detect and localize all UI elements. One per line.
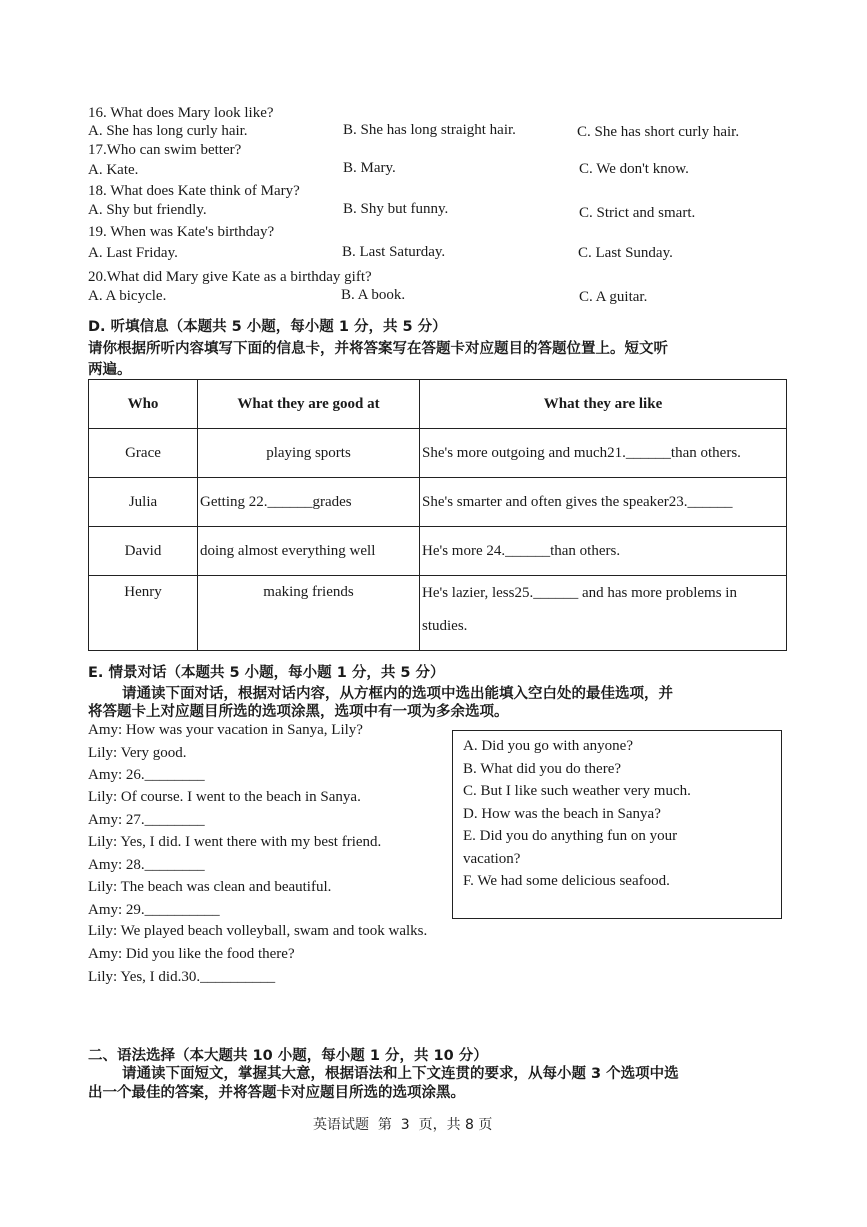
cell-who: David [89, 527, 198, 576]
option-c: C. Last Sunday. [578, 245, 673, 261]
option-c: C. A guitar. [579, 289, 648, 305]
option-item: C. But I like such weather very much. [463, 783, 691, 799]
question-stem: 18. What does Kate think of Mary? [88, 183, 300, 199]
section-e-heading: E. 情景对话（本题共 5 小题，每小题 1 分，共 5 分） [88, 665, 445, 681]
option-c: C. We don't know. [579, 161, 689, 177]
option-item: B. What did you do there? [463, 761, 622, 777]
header-who: Who [89, 380, 198, 429]
cell-like [420, 576, 787, 651]
dialogue-line: Lily: We played beach volleyball, swam and took walks. [88, 923, 428, 939]
section-d-heading: D. 听填信息（本题共 5 小题，每小题 1 分，共 5 分） [88, 319, 447, 335]
section-e-instruction: 请通读下面对话，根据对话内容，从方框内的选项中选出能填入空白处的最佳选项，并 [122, 686, 673, 702]
cell-good-at: making friends [198, 576, 420, 651]
dialogue-line: Lily: Of course. I went to the beach in Sanya. [88, 789, 361, 805]
section-d-instruction-cont: 两遍。 [88, 362, 132, 378]
option-a: A. Shy but friendly. [88, 202, 207, 218]
option-item: E. Did you do anything fun on your [463, 828, 678, 844]
dialogue-line: Lily: Yes, I did.30.__________ [88, 969, 276, 985]
section-2-instruction: 请通读下面短文，掌握其大意，根据语法和上下文连贯的要求，从每小题 3 个选项中选 [122, 1066, 679, 1082]
cell-like-line1: He's lazier, less25.______ and has more problems in [422, 585, 737, 601]
cell-like: She's more outgoing and much21.______than others. [420, 429, 787, 478]
option-item: A. Did you go with anyone? [463, 738, 633, 754]
dialogue-line: Amy: 29.__________ [88, 902, 220, 918]
option-c: C. Strict and smart. [579, 205, 696, 221]
section-e-instruction-cont: 将答题卡上对应题目所选的选项涂黑，选项中有一项为多余选项。 [88, 704, 509, 720]
dialogue-line: Amy: 28.________ [88, 857, 205, 873]
dialogue-line: Amy: 26.________ [88, 767, 205, 783]
option-item: F. We had some delicious seafood. [463, 873, 670, 889]
cell-good-at: playing sports [198, 429, 420, 478]
section-2-heading: 二、语法选择（本大题共 10 小题，每小题 1 分，共 10 分） [88, 1048, 488, 1064]
cell-like-line2: studies. [422, 618, 468, 634]
section-d-instruction: 请你根据所听内容填写下面的信息卡，并将答案写在答题卡对应题目的答题位置上。短文听 [88, 341, 668, 357]
question-stem: 16. What does Mary look like? [88, 105, 274, 121]
option-b: B. Shy but funny. [343, 201, 449, 217]
option-a: A. She has long curly hair. [88, 123, 248, 139]
cell-good-at: doing almost everything well [198, 527, 420, 576]
section-2-instruction-cont: 出一个最佳的答案，并将答题卡对应题目所选的选项涂黑。 [88, 1085, 465, 1101]
question-stem: 20.What did Mary give Kate as a birthday gift? [88, 269, 372, 285]
option-c: C. She has short curly hair. [577, 124, 740, 140]
table-row [89, 576, 787, 651]
table-row [89, 527, 787, 576]
question-stem: 17.Who can swim better? [88, 142, 242, 158]
cell-like: She's smarter and often gives the speaker23.______ [420, 478, 787, 527]
table-header-row [89, 380, 787, 429]
info-card-table [88, 379, 787, 651]
cell-like: He's more 24.______than others. [420, 527, 787, 576]
options-box [452, 730, 782, 919]
table-row [89, 478, 787, 527]
header-like: What they are like [420, 380, 787, 429]
option-a: A. Kate. [88, 162, 139, 178]
cell-good-at: Getting 22.______grades [198, 478, 420, 527]
option-b: B. Mary. [343, 160, 396, 176]
table-row [89, 429, 787, 478]
question-stem: 19. When was Kate's birthday? [88, 224, 275, 240]
dialogue-line: Lily: Yes, I did. I went there with my best friend. [88, 834, 382, 850]
cell-who: Henry [89, 576, 198, 651]
option-item: D. How was the beach in Sanya? [463, 806, 661, 822]
dialogue-line: Lily: Very good. [88, 745, 187, 761]
option-b: B. Last Saturday. [342, 244, 446, 260]
option-b: B. A book. [341, 287, 406, 303]
dialogue-line: Amy: Did you like the food there? [88, 946, 295, 962]
dialogue-line: Lily: The beach was clean and beautiful. [88, 879, 332, 895]
dialogue-line: Amy: How was your vacation in Sanya, Lily? [88, 722, 363, 738]
dialogue-line: Amy: 27.________ [88, 812, 205, 828]
option-a: A. Last Friday. [88, 245, 178, 261]
option-b: B. She has long straight hair. [343, 122, 516, 138]
cell-who: Grace [89, 429, 198, 478]
option-a: A. A bicycle. [88, 288, 167, 304]
cell-who: Julia [89, 478, 198, 527]
header-good-at: What they are good at [198, 380, 420, 429]
page-footer: 英语试题 第 3 页，共 8 页 [313, 1117, 493, 1133]
option-item-cont: vacation? [463, 851, 521, 867]
